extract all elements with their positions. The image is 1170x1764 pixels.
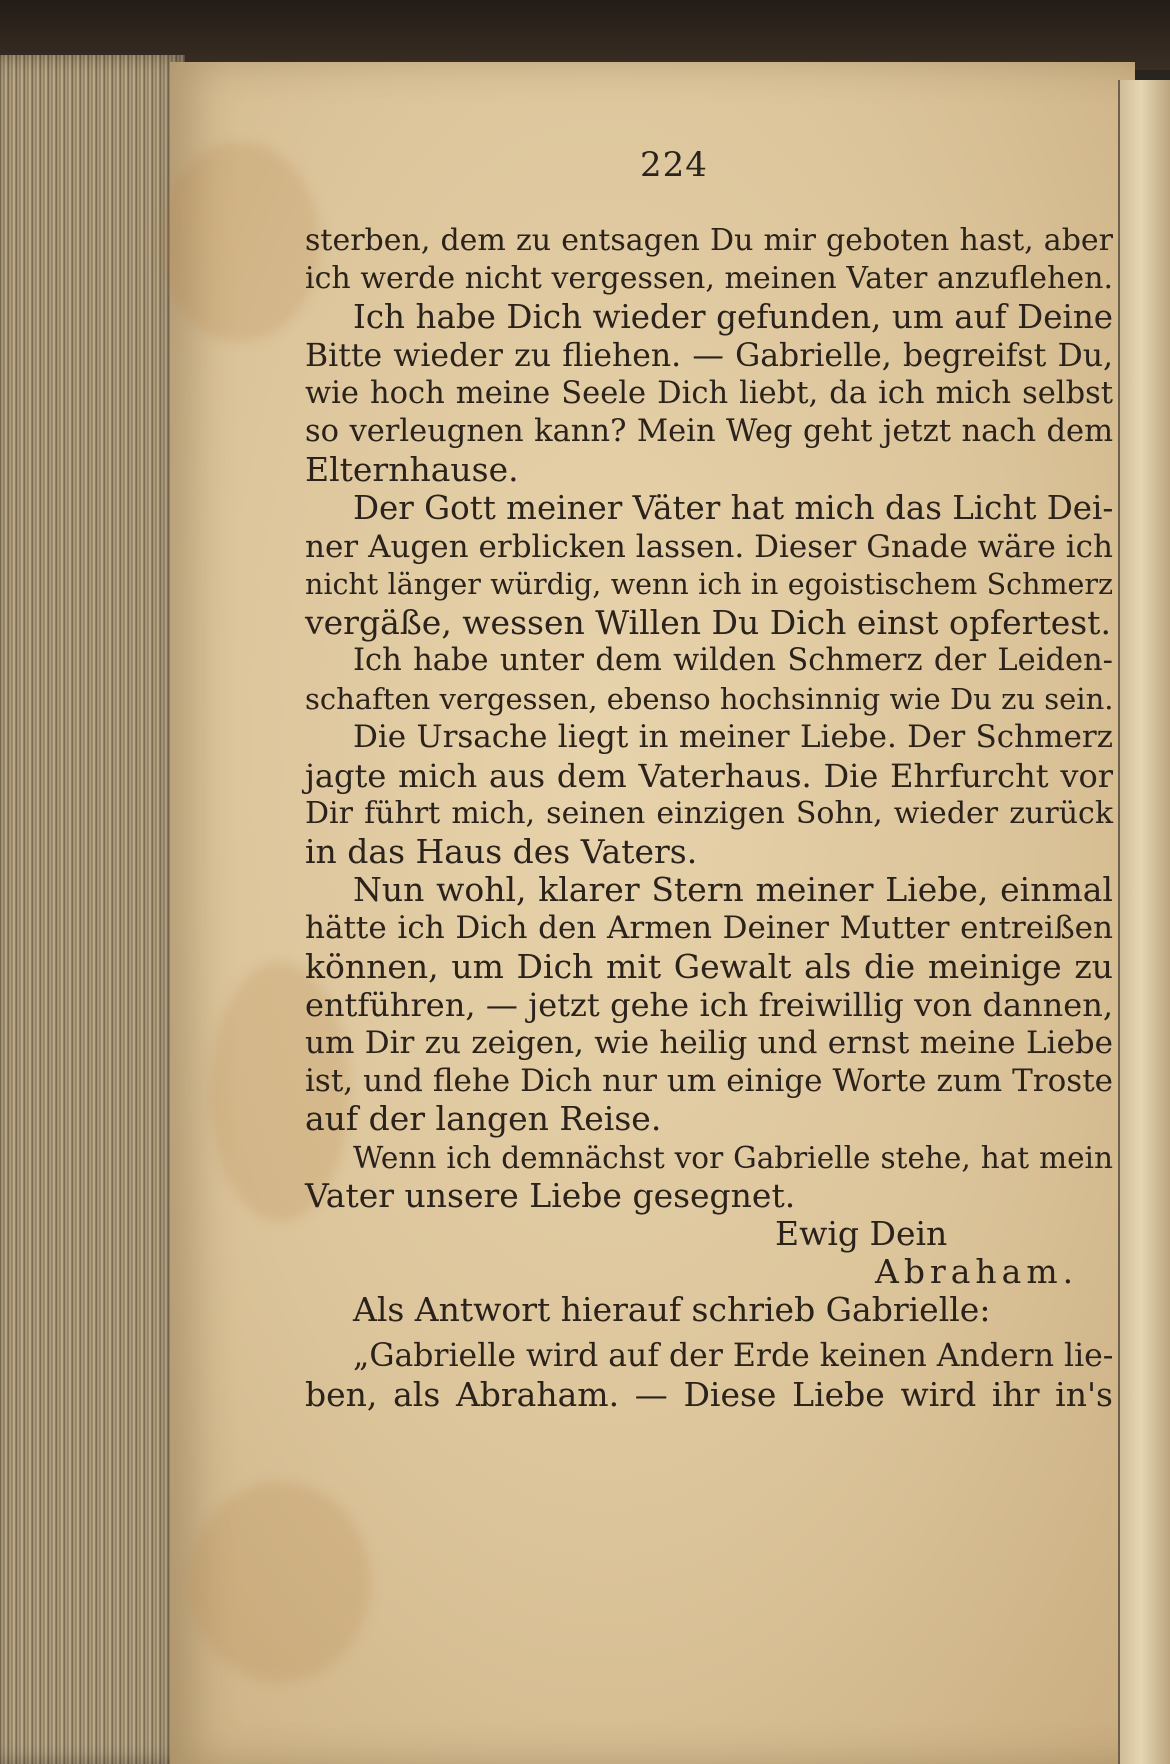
- text-line: auf der langen Reise.: [305, 1099, 662, 1139]
- next-page-edge: [1118, 80, 1170, 1764]
- text-line: Als Antwort hierauf schrieb Gabrielle:: [353, 1290, 991, 1330]
- text-line: jagte mich aus dem Vaterhaus. Die Ehrfurcht vor: [305, 756, 1113, 795]
- text-line: Ich habe unter dem wilden Schmerz der Leiden-: [353, 643, 1113, 679]
- text-line: hätte ich Dich den Armen Deiner Mutter entreißen: [305, 910, 1113, 947]
- text-line: wie hoch meine Seele Dich liebt, da ich mich selbst: [305, 375, 1113, 411]
- text-line: Die Ursache liegt in meiner Liebe. Der Schmerz: [353, 719, 1113, 756]
- text-line: Vater unsere Liebe gesegnet.: [305, 1175, 796, 1215]
- text-line: ben, als Abraham. — Diese Liebe wird ihr in's: [305, 1374, 1113, 1414]
- signature-name: Abraham.: [875, 1252, 1079, 1292]
- text-line: „Gabrielle wird auf der Erde keinen Andern lie-: [353, 1338, 1114, 1375]
- text-line: Wenn ich demnächst vor Gabrielle stehe, hat mein: [353, 1140, 1113, 1175]
- text-line: Bitte wieder zu fliehen. — Gabrielle, begreifst Du,: [305, 337, 1113, 374]
- text-line: so verleugnen kann? Mein Weg geht jetzt nach dem: [305, 413, 1113, 449]
- text-line: ner Augen erblicken lassen. Dieser Gnade wäre ich: [305, 528, 1113, 565]
- signature-closing: Ewig Dein: [775, 1213, 948, 1253]
- text-line: Nun wohl, klarer Stern meiner Liebe, einmal: [353, 870, 1113, 910]
- text-line: Ich habe Dich wieder gefunden, um auf Deine: [353, 298, 1113, 337]
- text-line: nicht länger würdig, wenn ich in egoistischem Schmerz: [305, 567, 1113, 601]
- text-line: sterben, dem zu entsagen Du mir geboten hast, aber: [305, 223, 1113, 258]
- text-line: vergäße, wessen Willen Du Dich einst opfertest.: [305, 602, 1111, 642]
- text-line: um Dir zu zeigen, wie heilig und ernst meine Liebe: [305, 1024, 1113, 1061]
- text-line: ist, und flehe Dich nur um einige Worte zum Troste: [305, 1063, 1113, 1100]
- text-line: können, um Dich mit Gewalt als die meinige zu: [305, 946, 1113, 986]
- text-line: Der Gott meiner Väter hat mich das Licht Dei-: [353, 489, 1114, 528]
- text-line: Elternhause.: [305, 450, 519, 490]
- page-stack-edges: [0, 55, 185, 1764]
- page-stain: [190, 1482, 370, 1682]
- text-line: in das Haus des Vaters.: [305, 832, 698, 871]
- body-text: [305, 222, 1113, 1414]
- page-stain: [160, 142, 320, 342]
- text-line: entführen, — jetzt gehe ich freiwillig von dannen,: [305, 985, 1113, 1024]
- text-line: ich werde nicht vergessen, meinen Vater anzuflehen.: [305, 261, 1113, 297]
- text-line: Dir führt mich, seinen einzigen Sohn, wieder zurück: [305, 795, 1113, 831]
- text-line: schaften vergessen, ebenso hochsinnig wie Du zu sein.: [305, 682, 1114, 717]
- page-number: 224: [640, 145, 708, 185]
